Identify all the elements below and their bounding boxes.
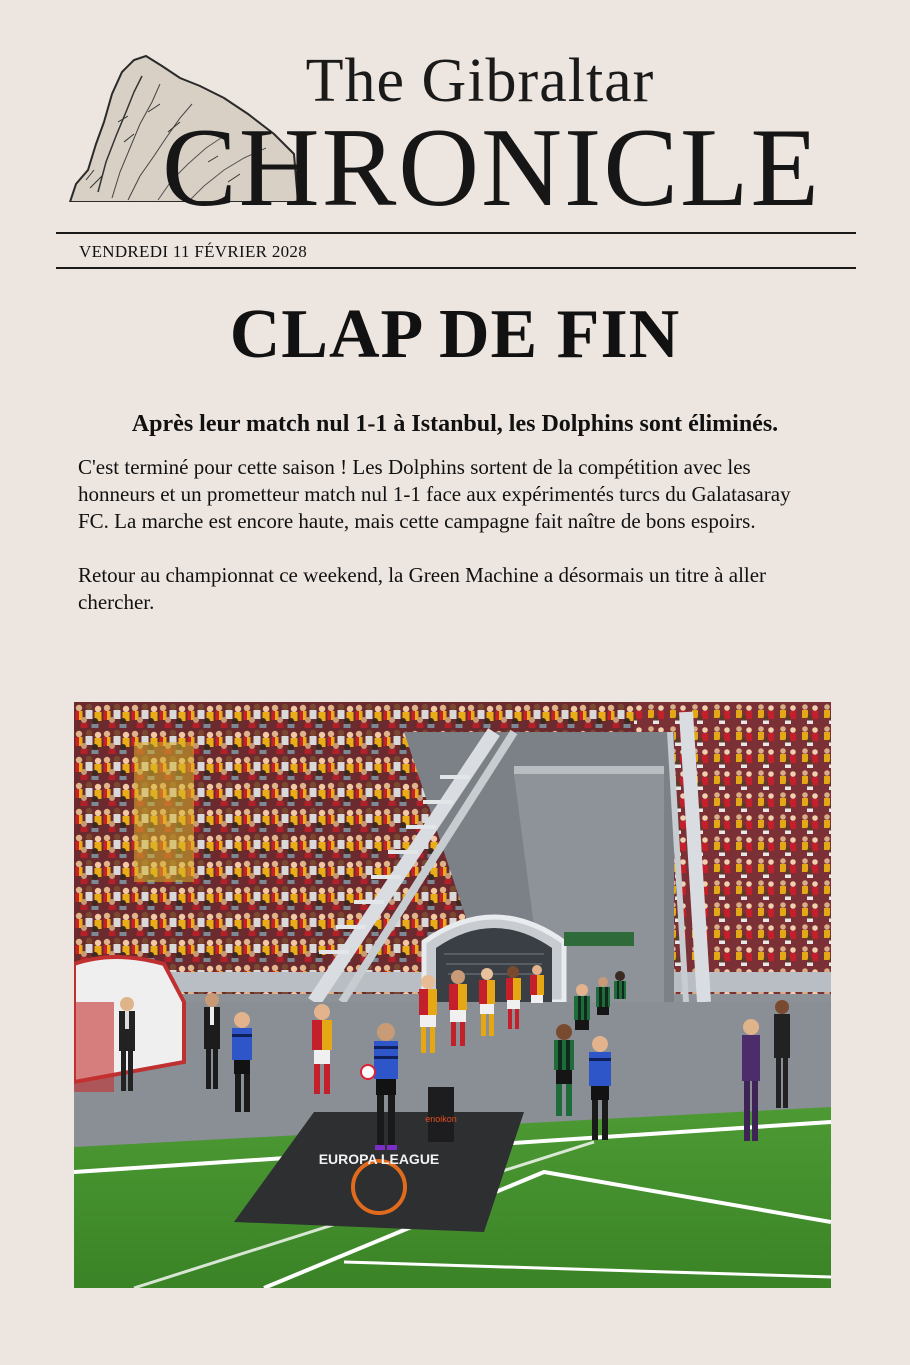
article-body xyxy=(78,454,818,643)
article-photo xyxy=(74,702,831,1288)
dateline-rule-bottom xyxy=(56,267,856,269)
article-paragraph-2: Retour au championnat ce weekend, la Green Machine a désormais un titre à aller chercher. xyxy=(78,563,767,614)
pitch-banner-text: EUROPA LEAGUE xyxy=(318,1151,440,1167)
stadium-tunnel-illustration xyxy=(74,702,831,1288)
sponsor-podium-text: enoikon xyxy=(425,1114,457,1124)
headline: CLAP DE FIN xyxy=(229,296,681,373)
masthead-title-main: CHRONICLE xyxy=(162,106,821,230)
subheadline: Après leur match nul 1-1 à Istanbul, les Dolphins sont éliminés. xyxy=(131,411,779,437)
masthead-title-top: The Gibraltar xyxy=(305,47,655,115)
dateline: VENDREDI 11 FÉVRIER 2028 xyxy=(79,242,308,261)
dateline-rule-top xyxy=(56,232,856,234)
masthead xyxy=(60,40,860,230)
article-paragraph-1: C'est terminé pour cette saison ! Les Dolphins sortent de la compétition avec les honneurs et un prometteur match nul 1-1 face aux expérimentés turcs du Galatasaray FC. La marche est encore haute, mais cette campagne fait naître de bons espoirs. xyxy=(78,455,791,533)
